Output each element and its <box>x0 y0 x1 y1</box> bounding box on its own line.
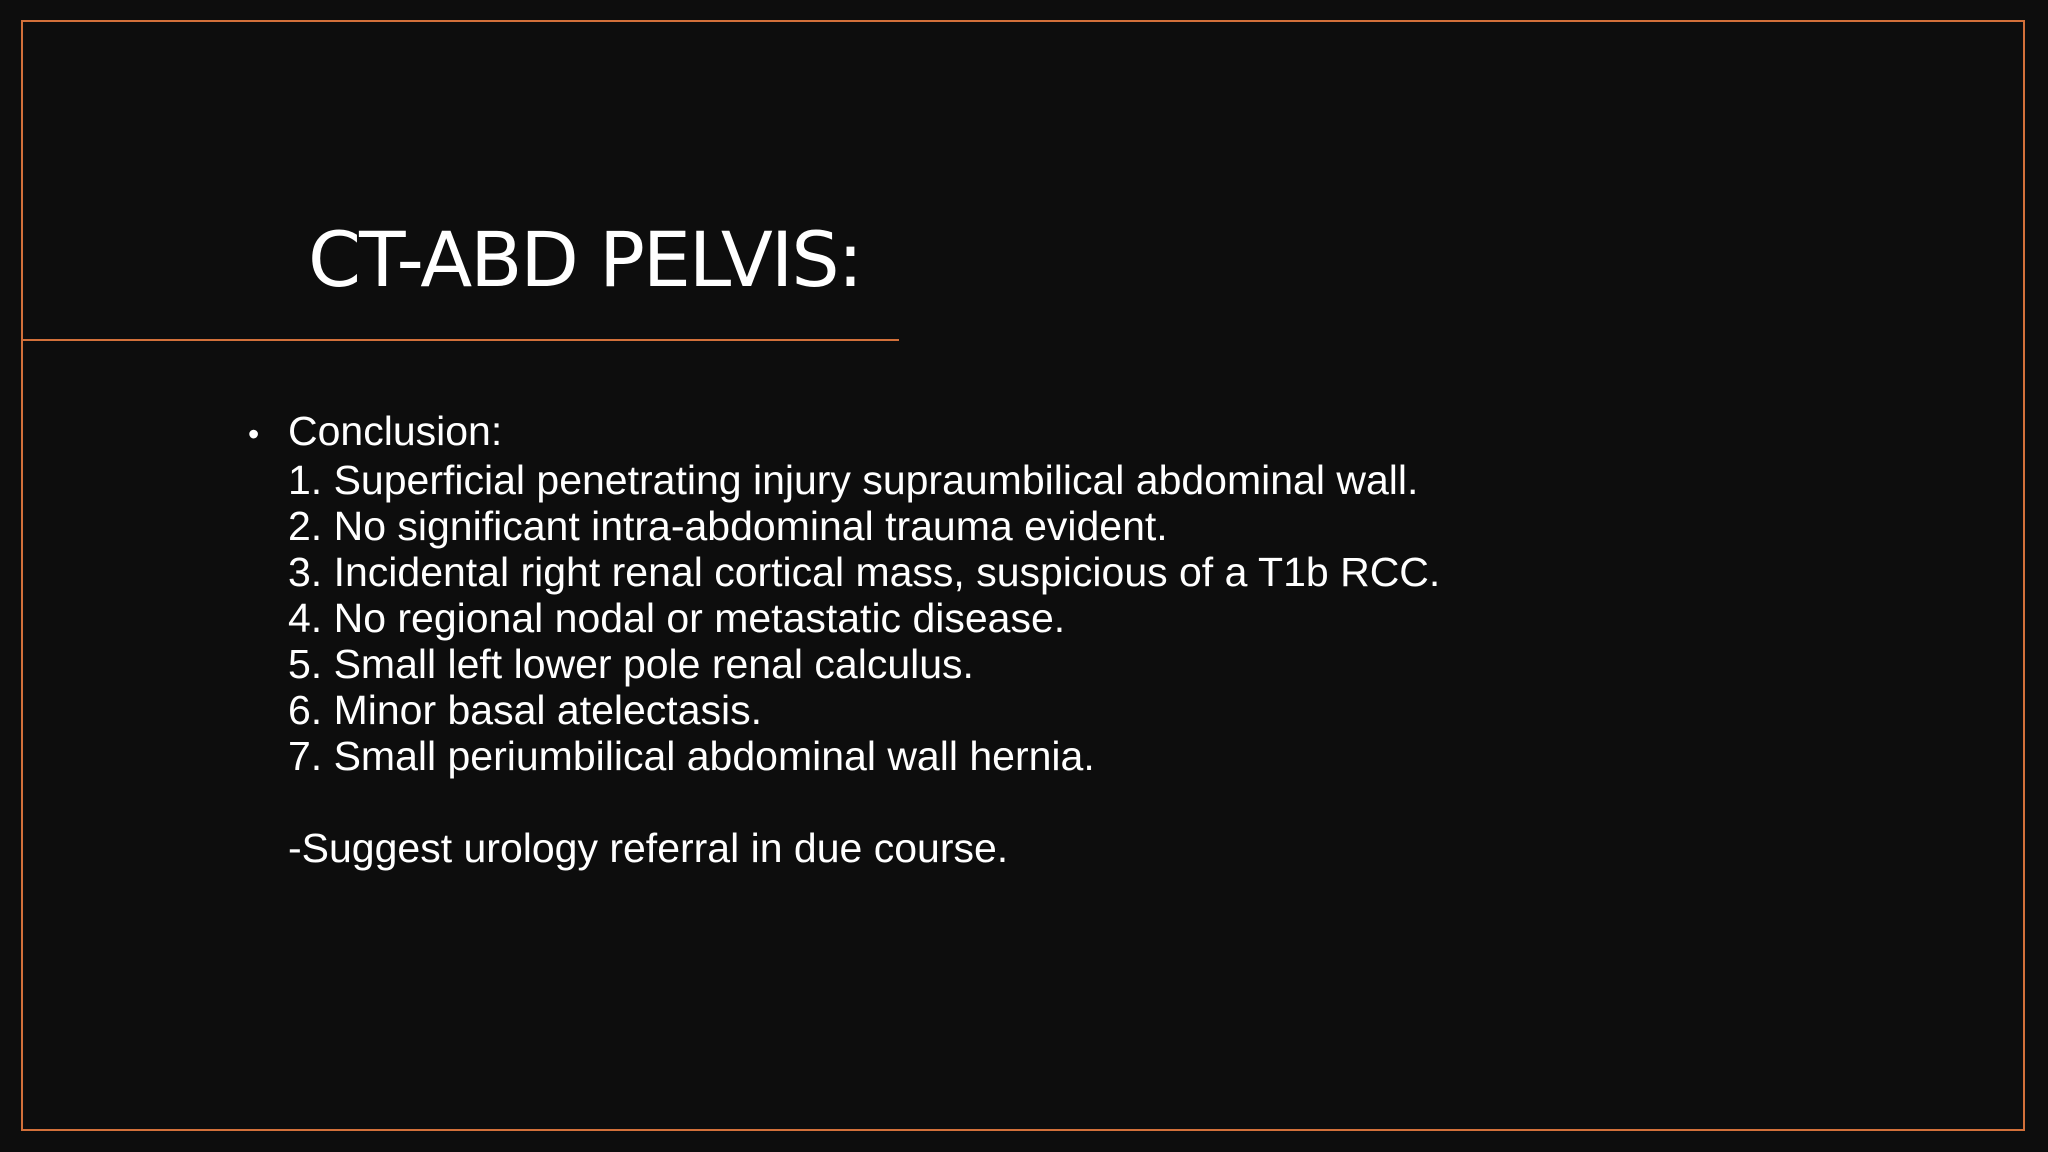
slide-title: CT-ABD PELVIS: <box>308 215 862 304</box>
finding-item: 3. Incidental right renal cortical mass, suspicious of a T1b RCC. <box>288 549 1441 595</box>
finding-item: 1. Superficial penetrating injury supraumbilical abdominal wall. <box>288 457 1419 503</box>
bullet-icon: • <box>248 416 260 452</box>
finding-item: 5. Small left lower pole renal calculus. <box>288 641 974 687</box>
recommendation-text: -Suggest urology referral in due course. <box>288 825 1009 871</box>
findings-list <box>248 457 1440 779</box>
finding-item: 7. Small periumbilical abdominal wall hernia. <box>288 733 1095 779</box>
finding-item: 4. No regional nodal or metastatic disease. <box>288 595 1066 641</box>
slide-body <box>248 408 1440 871</box>
bullet-item <box>248 408 1440 457</box>
title-underline <box>21 339 899 341</box>
finding-item: 6. Minor basal atelectasis. <box>288 687 763 733</box>
conclusion-heading: Conclusion: <box>288 408 503 454</box>
finding-item: 2. No significant intra-abdominal trauma evident. <box>288 503 1168 549</box>
